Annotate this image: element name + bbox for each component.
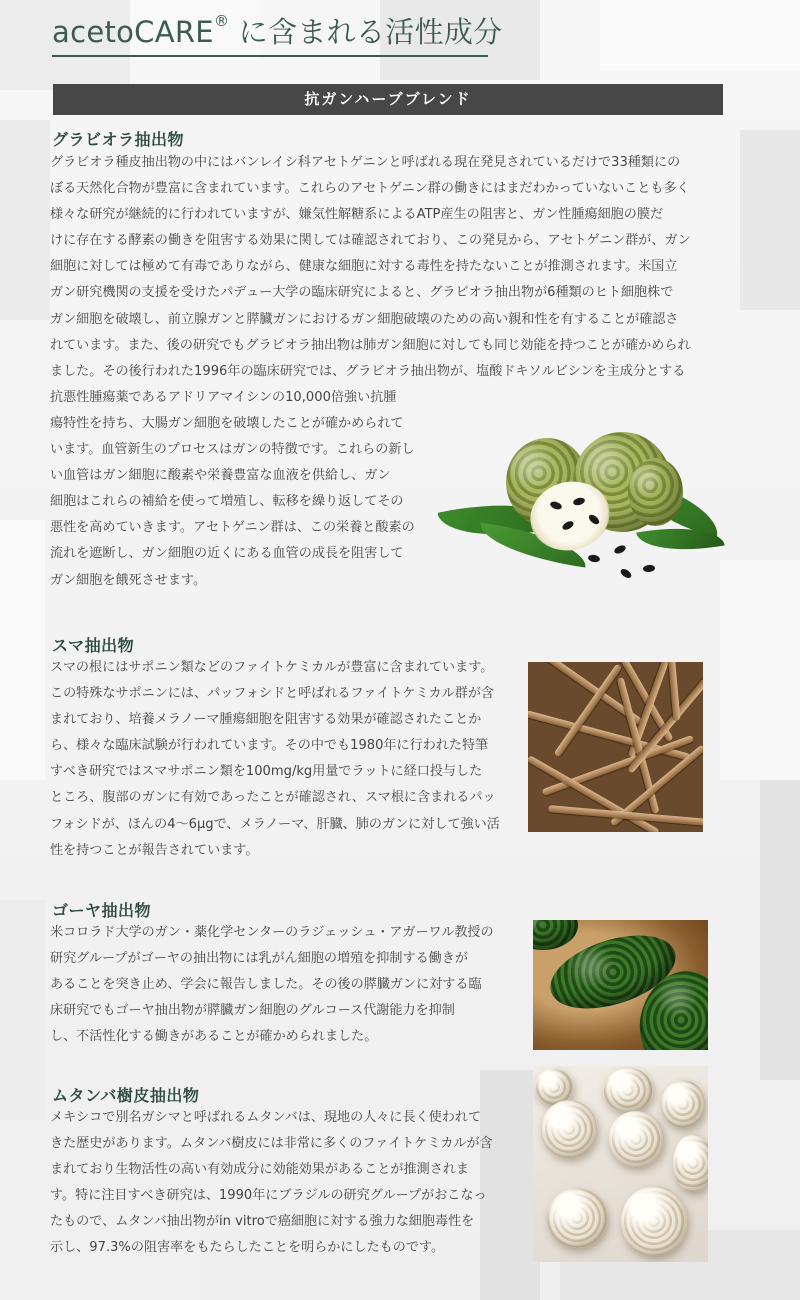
goya-image <box>533 920 708 1050</box>
section-title-suma: スマ抽出物 <box>52 636 135 655</box>
text-line: ガン研究機関の支援を受けたパデュー大学の臨床研究によると、グラビオラ抽出物が6種類のヒト細胞株で <box>50 285 674 301</box>
title-rest: に含まれる活性成分 <box>229 15 503 49</box>
text-line: す。特に注目すべき研究は、1990年にブラジルの研究グループがおこなっ <box>50 1188 487 1204</box>
text-line: すべき研究ではスマサポニン類を100mg/kg用量でラットに経口投与した <box>50 764 483 780</box>
section-title-graviola: グラビオラ抽出物 <box>52 130 185 149</box>
text-line: まれており生物活性の高い有効成分に効能効果があることが推測されま <box>50 1162 469 1178</box>
section-band: 抗ガンハーブブレンド <box>53 84 723 115</box>
paragraph-suma <box>50 655 525 864</box>
text-line: けに存在する酵素の働きを阻害する効果に関しては確認されており、この発見から、アセトゲニン群が、ガン <box>50 233 691 249</box>
text-line: 抗悪性腫瘍薬であるアドリアマイシンの10,000倍強い抗腫 <box>50 389 397 405</box>
mutamba-seed-image <box>533 1066 708 1262</box>
paragraph-mutamba <box>50 1105 525 1262</box>
text-line: まれており、培養メラノーマ腫瘍細胞を阻害する効果が確認されたことか <box>50 712 482 728</box>
page-title <box>52 10 503 51</box>
text-line: 米コロラド大学のガン・薬化学センターのラジェッシュ・アガーワル教授の <box>50 925 494 940</box>
text-line: い血管はガン細胞に酸素や栄養豊富な血液を供給し、ガン <box>50 468 391 484</box>
title-brand: acetoCARE <box>52 15 214 49</box>
text-line: 研究グループがゴーヤの抽出物には乳がん細胞の増殖を抑制する働きが <box>50 951 468 967</box>
text-line: ところ、腹部のガンに有効であったことが確認され、スマ根に含まれるパッ <box>50 790 496 806</box>
text-line: あることを突き止め、学会に報告しました。その後の膵臓ガンに対する臨 <box>50 977 482 993</box>
text-line: この特殊なサポニンには、パッフォシドと呼ばれるファイトケミカル群が含 <box>50 686 495 702</box>
text-line: 床研究でもゴーヤ抽出物が膵臓ガン細胞のグルコース代謝能力を抑制 <box>50 1003 455 1019</box>
paragraph-goya <box>50 920 525 1050</box>
suma-root-image <box>528 662 703 832</box>
text-line: 流れを遮断し、ガン細胞の近くにある血管の成長を阻害して <box>50 546 404 562</box>
section-title-mutamba: ムタンバ樹皮抽出物 <box>52 1086 200 1105</box>
text-line: れています。また、後の研究でもグラビオラ抽出物は肺ガン細胞に対しても同じ効能を持つことが確かめられ <box>50 337 691 353</box>
text-line: し、不活性化する働きがあることが確かめられました。 <box>50 1029 378 1045</box>
text-line: 様々な研究が継続的に行われていますが、嫌気性解糖系によるATP産生の阻害と、ガン性腫瘍細胞の膜だ <box>50 207 664 223</box>
text-line: ガン細胞を餓死させます。 <box>50 572 207 588</box>
text-line: 示し、97.3%の阻害率をもたらしたことを明らかにしたものです。 <box>50 1240 445 1256</box>
text-line: メキシコで別名ガシマと呼ばれるムタンバは、現地の人々に長く使われて <box>50 1110 482 1125</box>
text-line: ぼる天然化合物が豊富に含まれています。これらのアセトゲニン群の働きにはまだわかっていないことも多く <box>50 181 690 197</box>
text-line: 性を持つことが報告されています。 <box>50 842 259 858</box>
text-line: きた歴史があります。ムタンバ樹皮には非常に多くのファイトケミカルが含 <box>50 1136 493 1152</box>
text-line: フォシドが、ほんの4〜6μgで、メラノーマ、肝臓、肺のガンに対して強い活 <box>50 816 500 832</box>
text-line: ました。その後行われた1996年の臨床研究では、グラビオラ抽出物が、塩酸ドキソルビシンを主成分とする <box>50 363 686 379</box>
text-line: 悪性を高めていきます。アセトゲニン群は、この栄養と酸素の <box>50 520 415 536</box>
text-line: 細胞に対しては極めて有毒でありながら、健康な細胞に対する毒性を持たないことが推測されます。米国立 <box>50 259 678 275</box>
text-line: スマの根にはサポニン類などのファイトケミカルが豊富に含まれています。 <box>50 660 494 675</box>
page-title-block <box>52 10 503 57</box>
section-title-goya: ゴーヤ抽出物 <box>52 901 152 920</box>
text-line: 瘍特性を持ち、大腸ガン細胞を破壊したことが確かめられて <box>50 415 404 431</box>
text-line: います。血管新生のプロセスはガンの特徴です。これらの新し <box>50 442 415 458</box>
text-line: ガン細胞を破壊し、前立腺ガンと膵臓ガンにおけるガン細胞破壊のための高い親和性を有することが確認さ <box>50 311 679 327</box>
text-line: ら、様々な臨床試験が行われています。その中でも1980年に行われた特筆 <box>50 738 489 754</box>
graviola-fruit-image <box>438 420 728 585</box>
text-line: たもので、ムタンバ抽出物がin vitroで癌細胞に対する強力な細胞毒性を <box>50 1214 475 1230</box>
text-line: 細胞はこれらの補給を使って増殖し、転移を繰り返してその <box>50 494 404 510</box>
registered-mark: ® <box>213 12 230 30</box>
text-line: グラビオラ種皮抽出物の中にはバンレイシ科アセトゲニンと呼ばれる現在発見されているだけで33種類にの <box>50 155 681 170</box>
